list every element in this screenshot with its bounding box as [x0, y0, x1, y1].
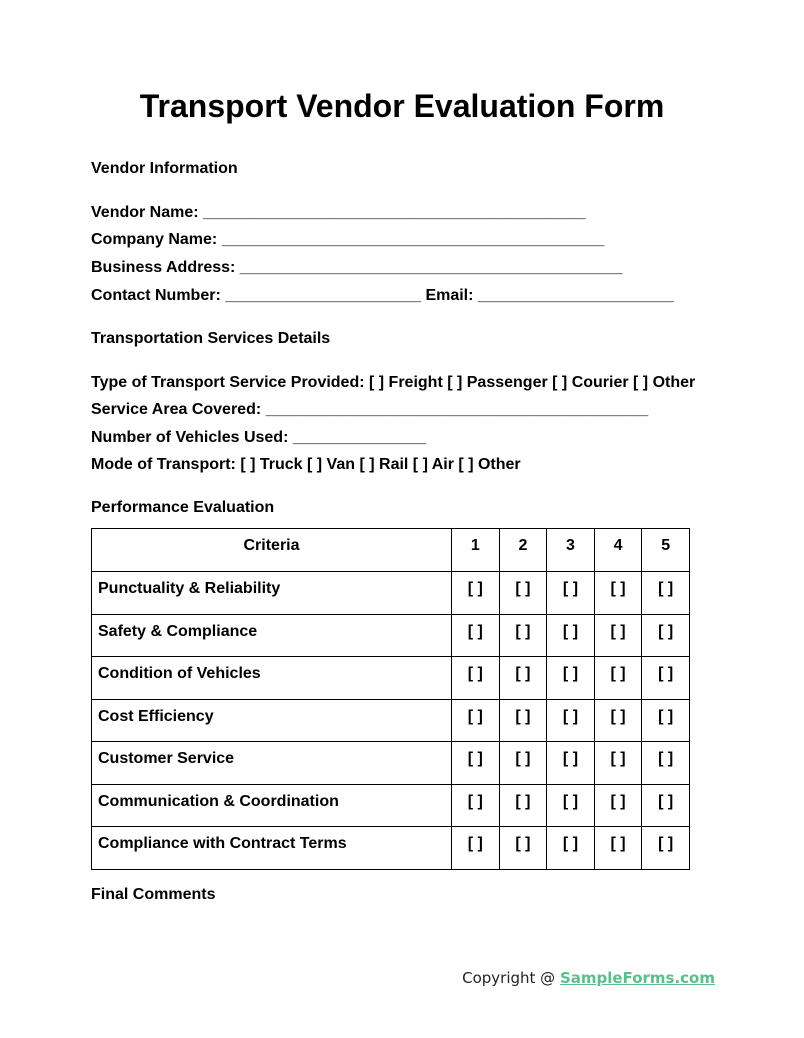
- table-row: [92, 699, 690, 742]
- header-score: 1: [452, 529, 500, 572]
- rating-checkbox-2[interactable]: [ ]: [499, 699, 547, 742]
- transport-mode-field[interactable]: Mode of Transport: [ ] Truck [ ] Van [ ] Rail [ ] Air [ ] Other: [91, 456, 521, 473]
- table-row: [92, 742, 690, 785]
- rating-checkbox-5[interactable]: [ ]: [642, 614, 690, 657]
- rating-checkbox-3[interactable]: [ ]: [547, 614, 595, 657]
- vendor-name-field[interactable]: Vendor Name: ___________________________________________: [91, 204, 586, 221]
- criteria-label: Condition of Vehicles: [92, 657, 452, 700]
- rating-checkbox-3[interactable]: [ ]: [547, 742, 595, 785]
- rating-checkbox-1[interactable]: [ ]: [452, 784, 500, 827]
- service-type-field[interactable]: Type of Transport Service Provided: [ ] Freight [ ] Passenger [ ] Courier [ ] Other: [91, 374, 696, 391]
- rating-checkbox-4[interactable]: [ ]: [594, 614, 642, 657]
- rating-checkbox-5[interactable]: [ ]: [642, 699, 690, 742]
- table-row: [92, 572, 690, 615]
- criteria-label: Communication & Coordination: [92, 784, 452, 827]
- sampleforms-link[interactable]: SampleForms.com: [559, 969, 715, 987]
- rating-checkbox-1[interactable]: [ ]: [452, 742, 500, 785]
- header-score: 2: [499, 529, 547, 572]
- rating-checkbox-2[interactable]: [ ]: [499, 827, 547, 870]
- rating-checkbox-4[interactable]: [ ]: [594, 699, 642, 742]
- company-name-field[interactable]: Company Name: ___________________________________________: [91, 231, 605, 248]
- rating-checkbox-1[interactable]: [ ]: [452, 699, 500, 742]
- copyright: [462, 969, 715, 987]
- rating-checkbox-5[interactable]: [ ]: [642, 572, 690, 615]
- rating-checkbox-3[interactable]: [ ]: [547, 784, 595, 827]
- table-row: [92, 784, 690, 827]
- rating-checkbox-4[interactable]: [ ]: [594, 827, 642, 870]
- rating-checkbox-5[interactable]: [ ]: [642, 742, 690, 785]
- contact-email-field[interactable]: Contact Number: ______________________ Email: ______________________: [91, 287, 674, 304]
- final-comments-heading: Final Comments: [91, 886, 216, 903]
- vendor-info-heading: Vendor Information: [91, 160, 238, 177]
- header-score: 4: [594, 529, 642, 572]
- criteria-label: Customer Service: [92, 742, 452, 785]
- service-area-field[interactable]: Service Area Covered: ___________________________________________: [91, 401, 649, 418]
- rating-checkbox-2[interactable]: [ ]: [499, 572, 547, 615]
- table-header-row: [92, 529, 690, 572]
- table-row: [92, 614, 690, 657]
- rating-checkbox-2[interactable]: [ ]: [499, 657, 547, 700]
- table-row: [92, 657, 690, 700]
- rating-checkbox-3[interactable]: [ ]: [547, 572, 595, 615]
- rating-checkbox-4[interactable]: [ ]: [594, 742, 642, 785]
- business-address-field[interactable]: Business Address: ___________________________________________: [91, 259, 623, 276]
- rating-checkbox-3[interactable]: [ ]: [547, 657, 595, 700]
- performance-heading: Performance Evaluation: [91, 499, 275, 516]
- rating-checkbox-5[interactable]: [ ]: [642, 784, 690, 827]
- criteria-label: Cost Efficiency: [92, 699, 452, 742]
- copyright-text: Copyright @: [462, 969, 560, 987]
- rating-checkbox-2[interactable]: [ ]: [499, 784, 547, 827]
- header-score: 3: [547, 529, 595, 572]
- performance-table: [91, 528, 690, 870]
- header-score: 5: [642, 529, 690, 572]
- rating-checkbox-5[interactable]: [ ]: [642, 657, 690, 700]
- rating-checkbox-1[interactable]: [ ]: [452, 657, 500, 700]
- rating-checkbox-1[interactable]: [ ]: [452, 614, 500, 657]
- criteria-label: Safety & Compliance: [92, 614, 452, 657]
- rating-checkbox-1[interactable]: [ ]: [452, 827, 500, 870]
- rating-checkbox-3[interactable]: [ ]: [547, 699, 595, 742]
- services-heading: Transportation Services Details: [91, 330, 331, 347]
- rating-checkbox-4[interactable]: [ ]: [594, 657, 642, 700]
- header-criteria: Criteria: [92, 529, 452, 572]
- rating-checkbox-2[interactable]: [ ]: [499, 742, 547, 785]
- criteria-label: Compliance with Contract Terms: [92, 827, 452, 870]
- rating-checkbox-3[interactable]: [ ]: [547, 827, 595, 870]
- page-title: Transport Vendor Evaluation Form: [139, 88, 665, 124]
- vehicles-count-field[interactable]: Number of Vehicles Used: _______________: [91, 429, 427, 446]
- table-row: [92, 827, 690, 870]
- rating-checkbox-4[interactable]: [ ]: [594, 784, 642, 827]
- rating-checkbox-4[interactable]: [ ]: [594, 572, 642, 615]
- rating-checkbox-5[interactable]: [ ]: [642, 827, 690, 870]
- criteria-label: Punctuality & Reliability: [92, 572, 452, 615]
- rating-checkbox-1[interactable]: [ ]: [452, 572, 500, 615]
- rating-checkbox-2[interactable]: [ ]: [499, 614, 547, 657]
